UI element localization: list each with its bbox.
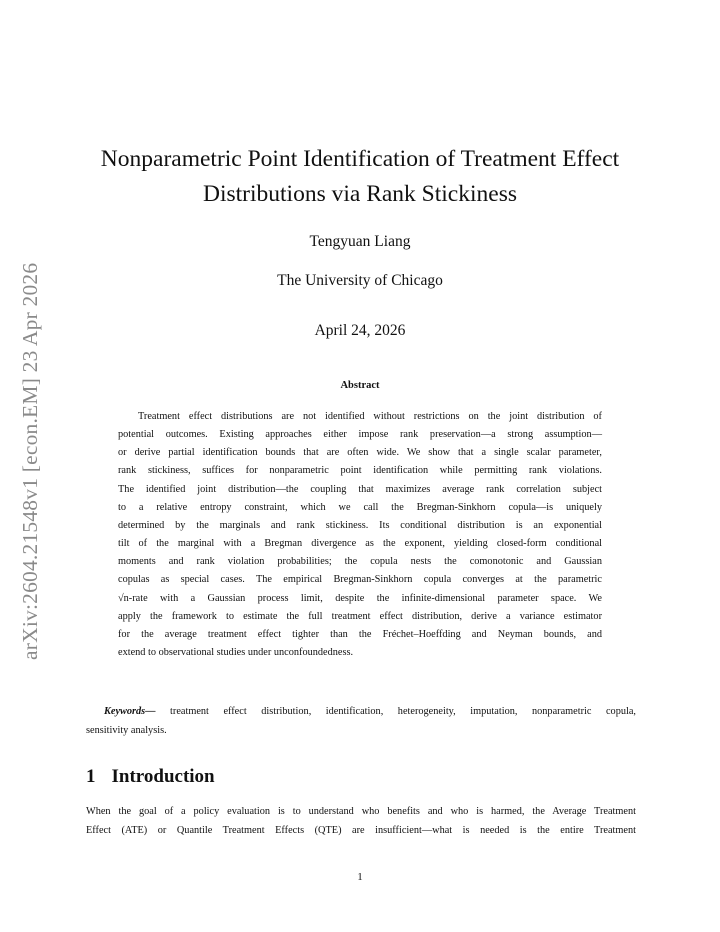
title-line: Nonparametric Point Identification of Treatment Effect [100, 146, 620, 172]
abstract-line: for the average treatment effect tighter than the Fréchet–Hoeffding and Neyman bounds, and [118, 628, 602, 640]
keywords-line: sensitivity analysis. [86, 724, 167, 736]
abstract-line: rank stickiness, suffices for nonparametric point identification while permitting rank violations. [118, 465, 602, 477]
arxiv-identifier-stamp [16, 245, 44, 660]
abstract-line: extend to observational studies under unconfoundedness. [118, 647, 354, 659]
section-heading [86, 766, 215, 788]
keywords-block [86, 703, 636, 740]
abstract-line: The identified joint distribution—the coupling that maximizes average rank correlation subject [118, 483, 602, 495]
paper-title [60, 142, 660, 212]
page-number: 1 [357, 871, 363, 883]
paper-date: April 24, 2026 [314, 322, 406, 339]
abstract-line: or derive partial identification bounds that are often wide. We show that a single scalar parameter, [118, 447, 602, 459]
paragraph-line: Effect (ATE) or Quantile Treatment Effects (QTE) are insufficient—what is needed is the entire Treatment [86, 824, 636, 836]
abstract-line: determined by the marginals and rank stickiness. Its conditional distribution is an exponential [118, 519, 602, 531]
title-line: Distributions via Rank Stickiness [203, 181, 517, 207]
abstract-line: Treatment effect distributions are not identified without restrictions on the joint distribution of [138, 411, 602, 422]
abstract-line: moments and rank violation probabilities; the copula nests the comonotonic and Gaussian [118, 556, 602, 568]
keywords-label: Keywords— [104, 706, 156, 717]
author-name: Tengyuan Liang [309, 233, 411, 250]
abstract-line: to a relative entropy constraint, which we call the Bregman-Sinkhorn copula—is uniquely [118, 501, 602, 513]
section-number: 1 [86, 766, 96, 787]
section-title: Introduction [111, 766, 215, 787]
paragraph-line: When the goal of a policy evaluation is to understand who benefits and who is harmed, the Average Treatment [86, 806, 636, 817]
keywords-line [86, 703, 636, 722]
abstract-line: potential outcomes. Existing approaches either impose rank preservation—a strong assumption— [118, 429, 602, 441]
abstract-line: tilt of the marginal with a Bregman divergence as the exponent, yielding closed-form conditional [118, 538, 602, 550]
author-affiliation: The University of Chicago [277, 272, 443, 289]
introduction-paragraph [86, 803, 636, 840]
abstract-line: copulas as special cases. The empirical Bregman-Sinkhorn copula converges at the parametric [118, 574, 602, 586]
abstract-body [118, 408, 602, 662]
abstract-heading: Abstract [340, 380, 380, 391]
abstract-line: apply the framework to estimate the full treatment effect distribution, derive a variance estimator [118, 610, 602, 622]
keywords-text: treatment effect distribution, identification, heterogeneity, imputation, nonparametric copula, [170, 706, 636, 717]
abstract-line: √n-rate with a Gaussian process limit, despite the infinite-dimensional parameter space. We [118, 592, 602, 604]
arxiv-stamp-text: arXiv:2604.21548v1 [econ.EM] 23 Apr 2026 [18, 262, 42, 660]
